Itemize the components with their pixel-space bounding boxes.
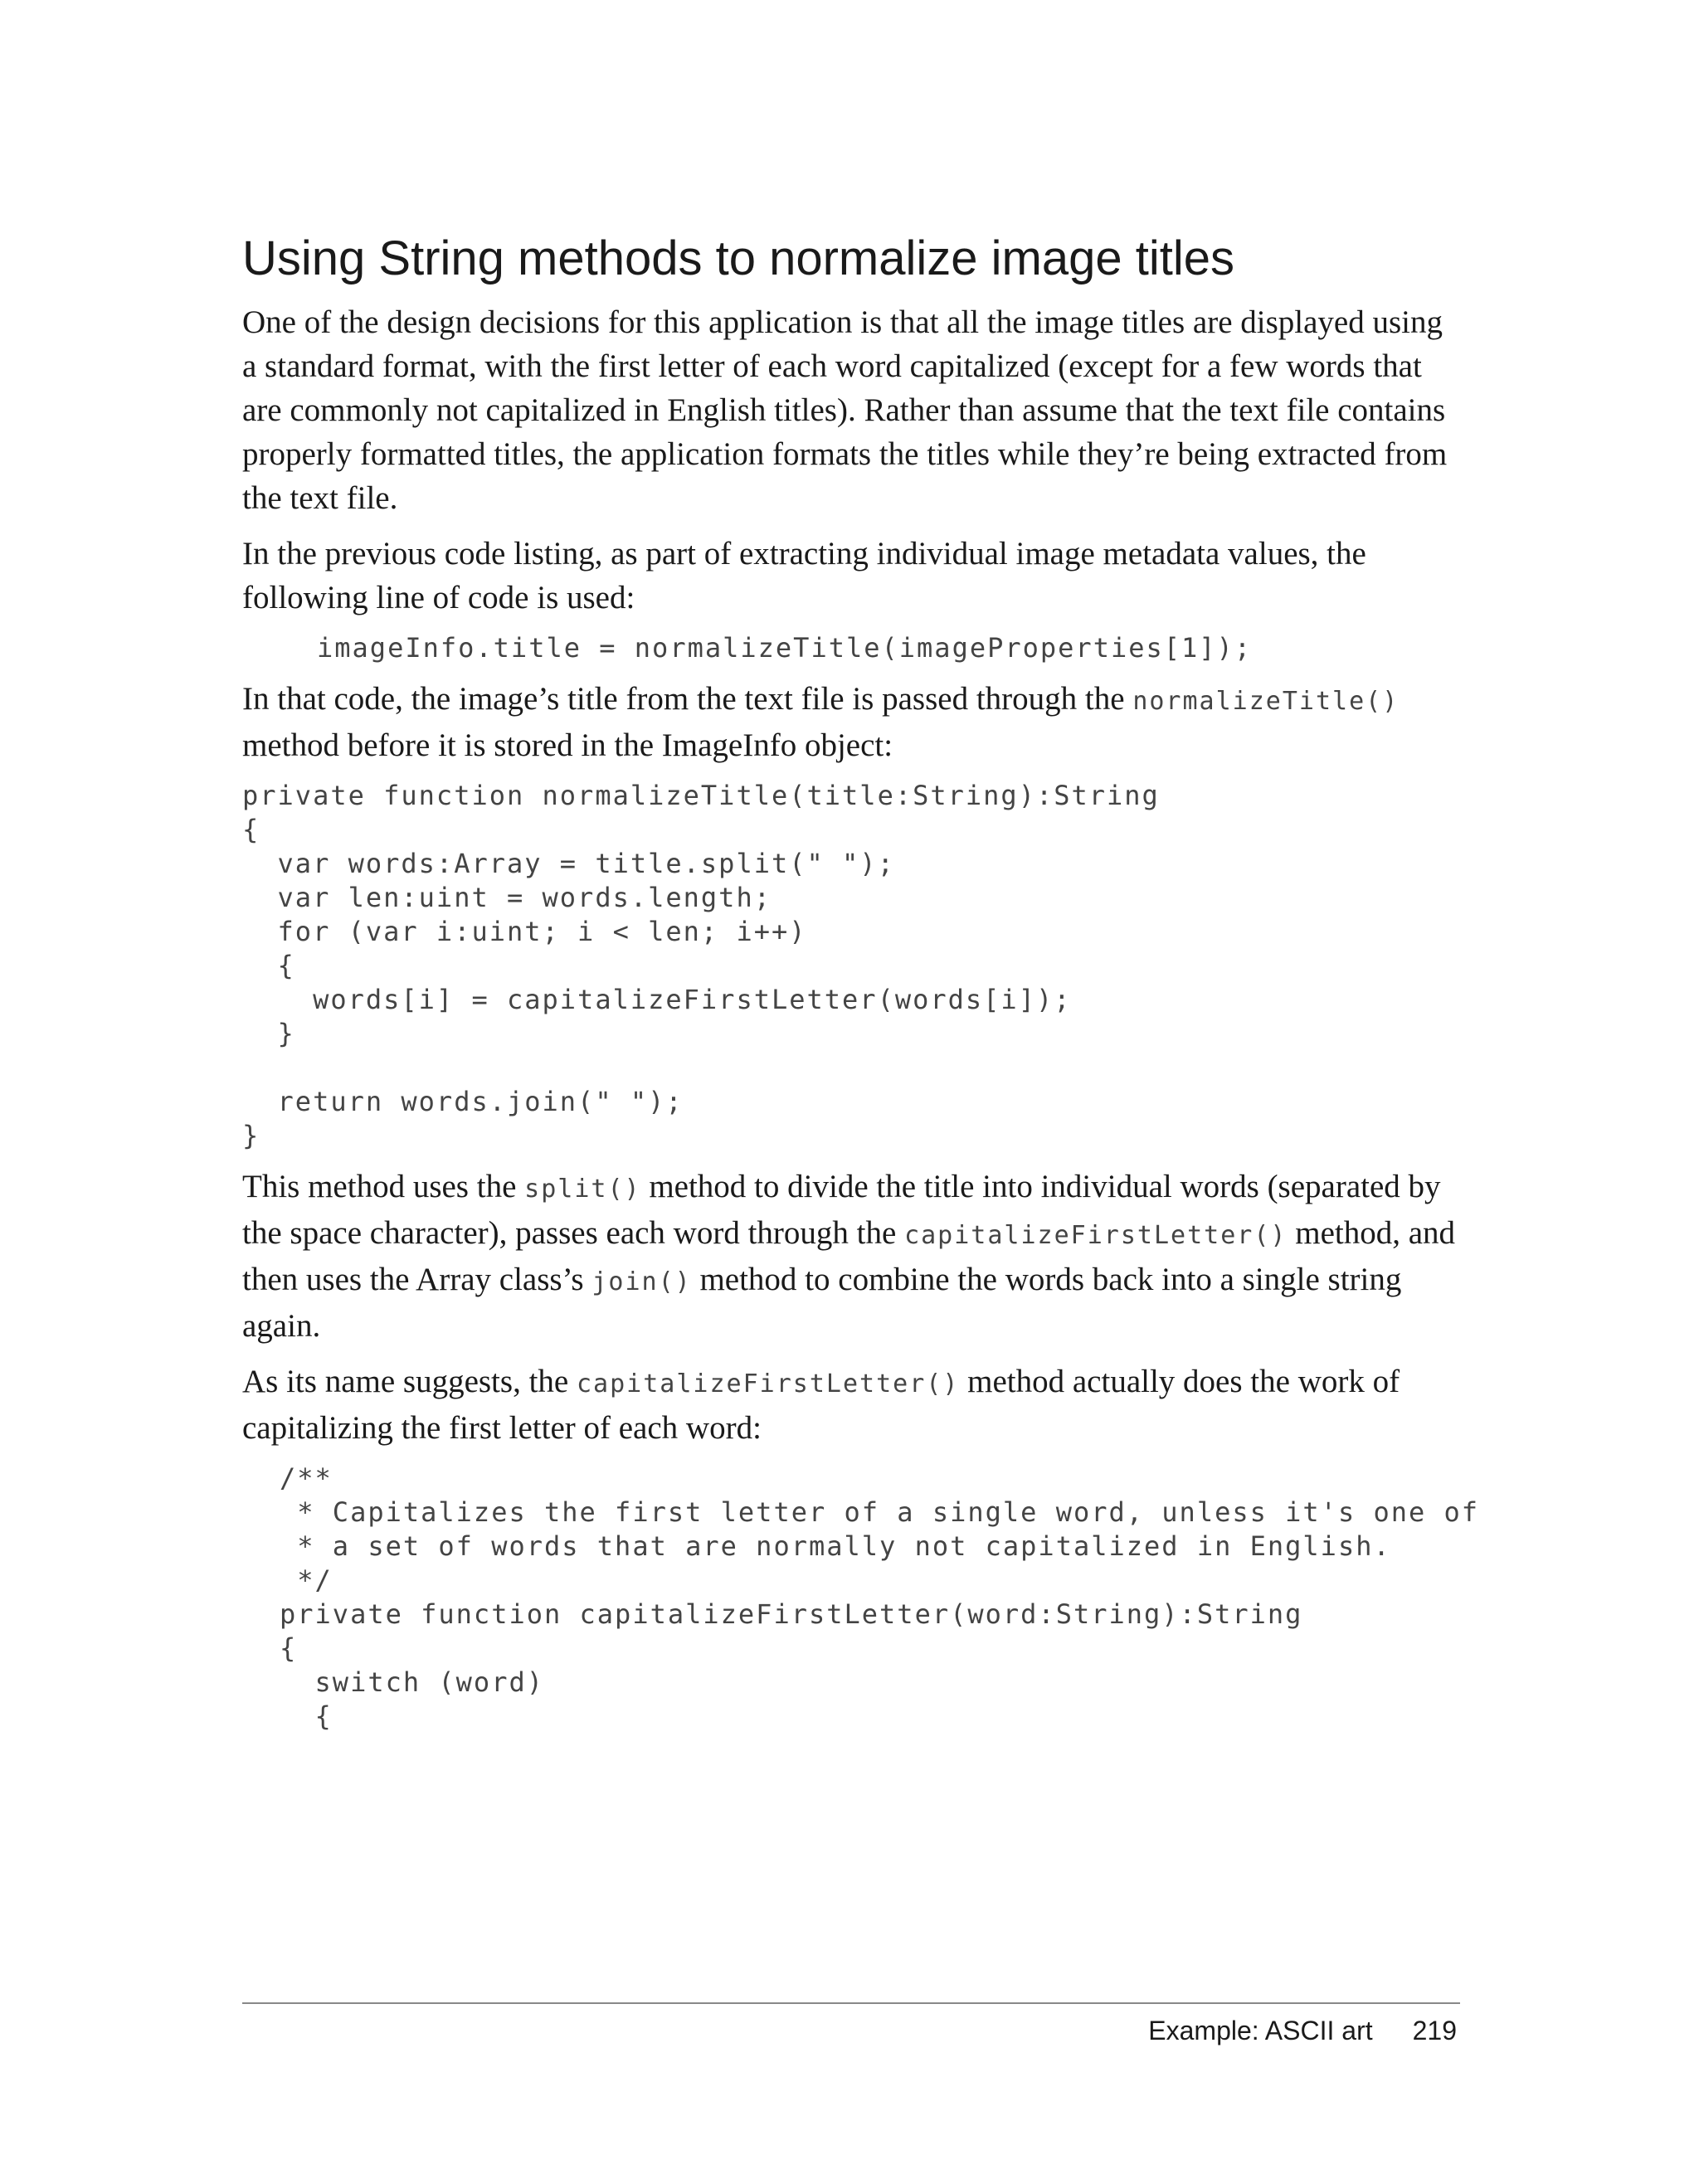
page-number: 219 — [1412, 2016, 1457, 2045]
inline-code-join: join() — [591, 1267, 692, 1296]
paragraph-capitalize-method — [242, 1360, 1460, 1450]
inline-code-capitalize-first-letter: capitalizeFirstLetter() — [576, 1369, 960, 1398]
paragraph-split-method — [242, 1165, 1460, 1348]
footer-divider — [242, 2002, 1460, 2004]
page-footer — [242, 2016, 1457, 2046]
inline-code-capitalize-first-letter: capitalizeFirstLetter() — [904, 1221, 1288, 1250]
text-segment: This method uses the — [242, 1169, 525, 1204]
text-segment: In that code, the image’s title from the text file is passed through the — [242, 681, 1133, 717]
text-segment: method to combine the words back into a single string again. — [242, 1262, 1402, 1344]
text-segment: method to divide the title into individual words (separated by the space character), passes each word through the — [242, 1169, 1441, 1251]
paragraph-intro: One of the design decisions for this application is that all the image titles are displayed using a standard format, with the first letter of each word capitalized (except for a few words that are commonly not capitalized in English titles). Rather than assume that the text file contains properly formatted titles, the application formats the titles while they’re being extracted from the text file. — [242, 304, 1448, 516]
inline-code-normalize-title: normalizeTitle() — [1132, 687, 1400, 716]
paragraph-previous-listing: In the previous code listing, as part of extracting individual image metadata values, the following line of code is used: — [242, 536, 1366, 615]
paragraph-normalize-title — [242, 677, 1460, 767]
text-segment: method actually does the work of capitalizing the first letter of each word: — [242, 1364, 1400, 1446]
page-content — [242, 229, 1480, 1745]
footer-section-title: Example: ASCII art — [1148, 2016, 1373, 2045]
text-segment: method, and then uses the Array class’s — [242, 1215, 1456, 1297]
code-listing-normalize-title: private function normalizeTitle(title:String):String { var words:Array = title.split(" "); var len:uint = words.length; for (var i:uint; i < len; i++) { words[i] = capitalizeFirstLetter(words[i]); } return words.join(" "); } — [242, 780, 1160, 1151]
inline-code-split: split() — [524, 1175, 641, 1204]
code-listing-capitalize-first-letter: /** * Capitalizes the first letter of a single word, unless it's one of * a set of words that are normally not capitalized in English. */ private function capitalizeFirstLetter(word:String):String { switch (word) { — [280, 1462, 1480, 1732]
section-heading: Using String methods to normalize image titles — [242, 231, 1234, 285]
code-snippet-title-line: imageInfo.title = normalizeTitle(imageProperties[1]); — [317, 632, 1253, 664]
text-segment: method before it is stored in the ImageInfo object: — [242, 727, 893, 763]
text-segment: As its name suggests, the — [242, 1364, 577, 1399]
